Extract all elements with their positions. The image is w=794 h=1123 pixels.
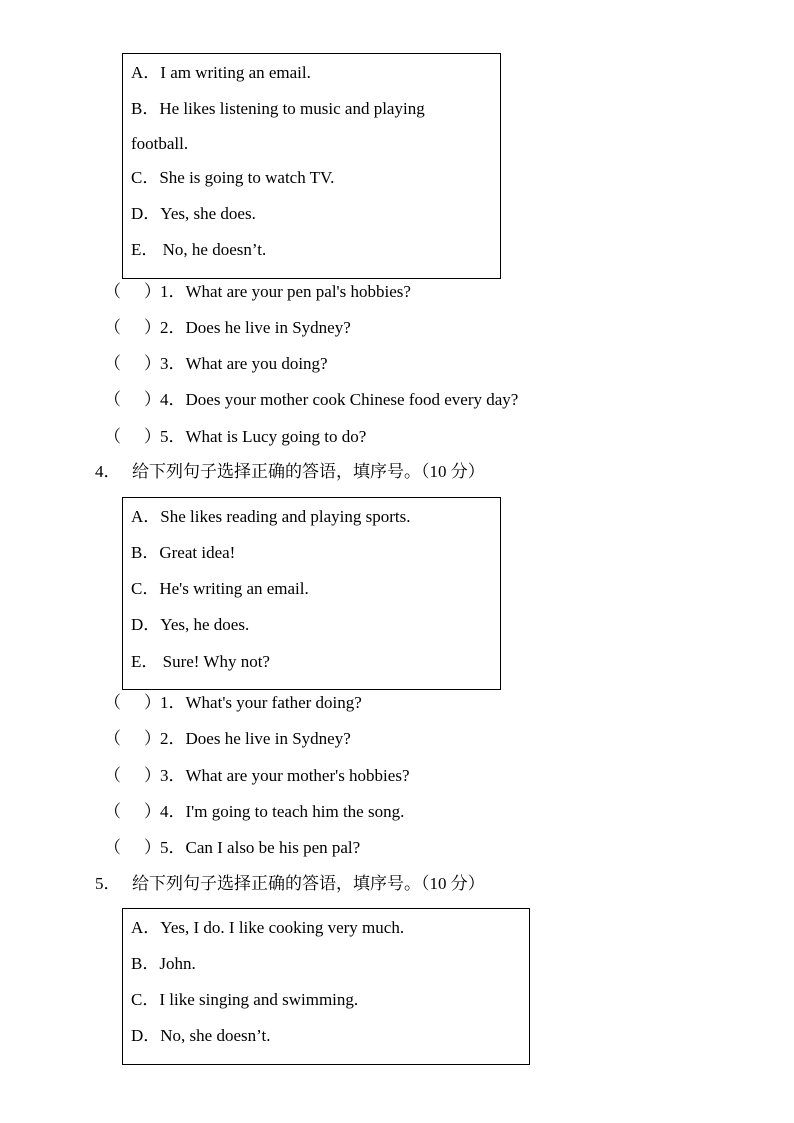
option-c: C．He's writing an email. bbox=[131, 579, 309, 598]
option-c: C．She is going to watch TV. bbox=[131, 168, 335, 187]
option-b: B．John. bbox=[131, 954, 196, 973]
answer-paren-right: ） bbox=[144, 390, 161, 409]
section-heading-4 bbox=[95, 462, 485, 482]
answer-paren-right: ） bbox=[144, 354, 161, 373]
option-e: E． No, he doesn’t. bbox=[131, 240, 267, 259]
option-b-cont: football. bbox=[131, 134, 189, 153]
option-a: A．Yes, I do. I like cooking very much. bbox=[131, 918, 405, 937]
answer-paren-left[interactable]: （ bbox=[104, 318, 121, 337]
answer-paren-left[interactable]: （ bbox=[104, 802, 121, 821]
answer-paren-right: ） bbox=[144, 802, 161, 821]
question-text: 3．What are you doing? bbox=[160, 354, 328, 373]
answer-paren-right: ） bbox=[144, 318, 161, 337]
question-text: 2．Does he live in Sydney? bbox=[160, 729, 351, 748]
answer-paren-right: ） bbox=[144, 766, 161, 785]
answer-paren-left[interactable]: （ bbox=[104, 282, 121, 301]
option-c: C．I like singing and swimming. bbox=[131, 990, 359, 1009]
question-text: 1．What are your pen pal's hobbies? bbox=[160, 282, 411, 301]
option-a: A．She likes reading and playing sports. bbox=[131, 507, 411, 526]
answer-paren-right: ） bbox=[144, 282, 161, 301]
answer-options-box-4 bbox=[122, 497, 501, 690]
section-heading-5 bbox=[95, 874, 485, 894]
option-b: B．Great idea! bbox=[131, 543, 236, 562]
question-text: 1．What's your father doing? bbox=[160, 693, 362, 712]
answer-paren-left[interactable]: （ bbox=[104, 427, 121, 446]
option-d: D．Yes, he does. bbox=[131, 615, 250, 634]
question-text: 3．What are your mother's hobbies? bbox=[160, 766, 410, 785]
answer-paren-left[interactable]: （ bbox=[104, 766, 121, 785]
question-text: 5．Can I also be his pen pal? bbox=[160, 838, 361, 857]
question-text: 4．I'm going to teach him the song. bbox=[160, 802, 405, 821]
answer-paren-right: ） bbox=[144, 729, 161, 748]
answer-paren-right: ） bbox=[144, 693, 161, 712]
answer-paren-left[interactable]: （ bbox=[104, 390, 121, 409]
answer-paren-left[interactable]: （ bbox=[104, 838, 121, 857]
answer-paren-right: ） bbox=[144, 427, 161, 446]
answer-paren-left[interactable]: （ bbox=[104, 354, 121, 373]
section-instruction: 给下列句子选择正确的答语，填序号。（10 分） bbox=[132, 462, 485, 481]
option-d: D．No, she doesn’t. bbox=[131, 1026, 271, 1045]
section-number: 4． bbox=[95, 462, 121, 481]
option-e: E． Sure! Why not? bbox=[131, 652, 270, 671]
section-instruction: 给下列句子选择正确的答语，填序号。（10 分） bbox=[132, 874, 485, 893]
question-text: 4．Does your mother cook Chinese food every day? bbox=[160, 390, 519, 409]
option-d: D．Yes, she does. bbox=[131, 204, 256, 223]
option-a: A．I am writing an email. bbox=[131, 63, 311, 82]
answer-options-box-3 bbox=[122, 53, 501, 279]
answer-paren-right: ） bbox=[144, 838, 161, 857]
answer-paren-left[interactable]: （ bbox=[104, 729, 121, 748]
question-text: 2．Does he live in Sydney? bbox=[160, 318, 351, 337]
question-text: 5．What is Lucy going to do? bbox=[160, 427, 367, 446]
answer-paren-left[interactable]: （ bbox=[104, 693, 121, 712]
answer-options-box-5 bbox=[122, 908, 530, 1065]
section-number: 5． bbox=[95, 874, 121, 893]
option-b: B．He likes listening to music and playing bbox=[131, 99, 425, 118]
